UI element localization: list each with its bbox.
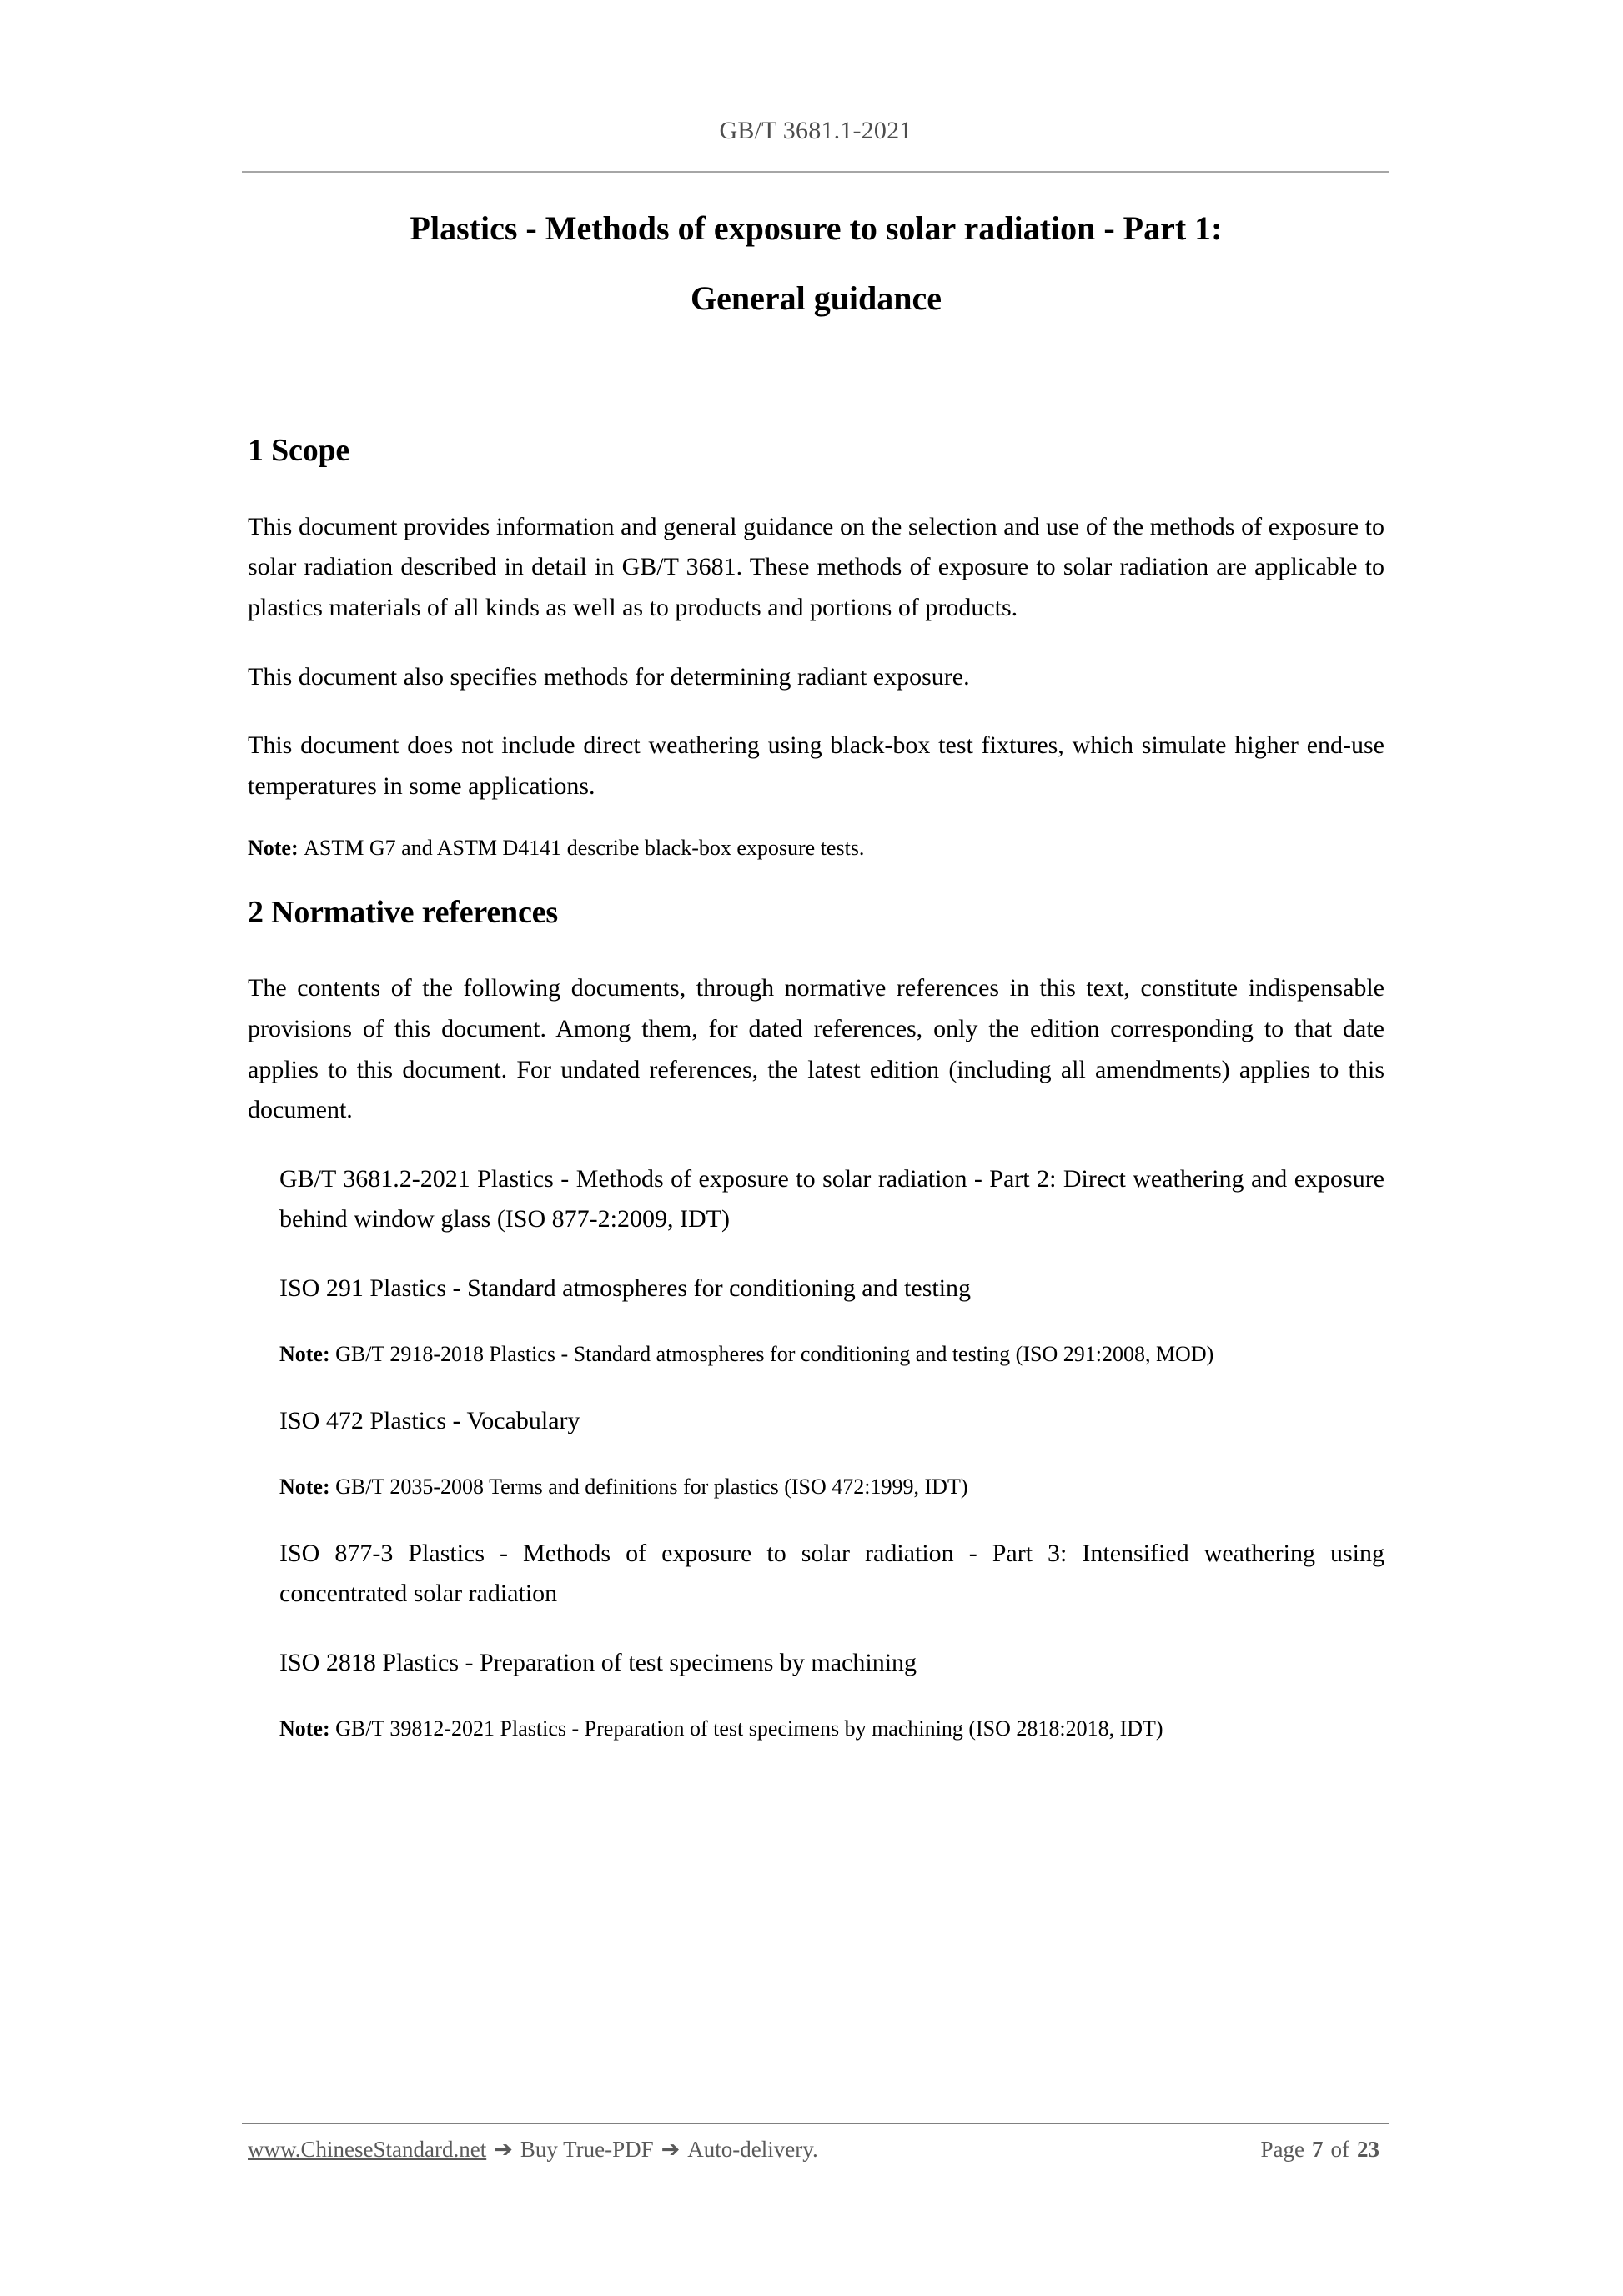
footer-website-link[interactable]: www.ChineseStandard.net — [248, 2137, 487, 2162]
total-page-count: 23 — [1357, 2137, 1379, 2162]
reference-item: ISO 2818 Plastics - Preparation of test specimens by machining — [279, 1648, 917, 1676]
document-title-line-1: Plastics - Methods of exposure to solar radiation - Part 1: — [410, 209, 1223, 247]
running-header-standard-number: GB/T 3681.1-2021 — [719, 117, 912, 144]
normative-references-intro: The contents of the following documents, through normative references in this text, constitute indispensable provisions of this document. Among them, for dated references, only the edition corresponding to that date applies to this document. For undated references, the latest edition (including all amendments) applies to this document. — [248, 974, 1384, 1124]
note-label: Note: — [279, 1474, 330, 1499]
note-label: Note: — [248, 836, 299, 861]
reference-item: ISO 877-3 Plastics - Methods of exposure to solar radiation - Part 3: Intensified weathering using concentrated solar radiation — [279, 1539, 1384, 1608]
arrow-right-icon: ➔ — [661, 2137, 681, 2162]
scope-paragraph-2: This document also specifies methods for determining radiant exposure. — [248, 662, 970, 691]
reference-note — [248, 1470, 1384, 1504]
of-word-label: of — [1330, 2137, 1349, 2162]
note-text: ASTM G7 and ASTM D4141 describe black-box exposure tests. — [304, 836, 865, 861]
footer-delivery-label: Auto-delivery. — [687, 2137, 818, 2162]
normative-reference-list — [248, 1159, 1384, 1746]
section-heading-scope: 1 Scope — [248, 433, 350, 468]
footer-promo — [248, 2137, 818, 2163]
reference-item: ISO 472 Plastics - Vocabulary — [279, 1406, 580, 1434]
document-title-line-2: General guidance — [690, 279, 942, 317]
scope-paragraph-3: This document does not include direct weathering using black-box test fixtures, which simulate higher end-use temperatures in some applications. — [248, 731, 1384, 800]
note-label: Note: — [279, 1716, 330, 1741]
note-label: Note: — [279, 1341, 330, 1366]
section-heading-normative-references: 2 Normative references — [248, 894, 558, 930]
scope-note — [248, 831, 1384, 865]
note-text: GB/T 39812-2021 Plastics - Preparation of test specimens by machining (ISO 2818:2018, IDT) — [335, 1716, 1163, 1741]
footer-buy-label: Buy True-PDF — [520, 2137, 654, 2162]
document-body — [248, 434, 1384, 1776]
scope-paragraph-1: This document provides information and general guidance on the selection and use of the methods of exposure to solar radiation described in detail in GB/T 3681. These methods of exposure to solar radiation are applicable to plastics materials of all kinds as well as to products and portions of products. — [248, 512, 1384, 621]
note-text: GB/T 2035-2008 Terms and definitions for plastics (ISO 472:1999, IDT) — [335, 1474, 968, 1499]
header-divider-rule — [242, 171, 1389, 173]
page-word-label: Page — [1260, 2137, 1304, 2162]
arrow-right-icon: ➔ — [494, 2137, 513, 2162]
reference-note — [248, 1338, 1384, 1371]
reference-item: ISO 291 Plastics - Standard atmospheres for conditioning and testing — [279, 1274, 972, 1303]
page-footer — [248, 2137, 1384, 2163]
document-title — [248, 209, 1384, 317]
current-page-number: 7 — [1312, 2137, 1324, 2162]
note-text: GB/T 2918-2018 Plastics - Standard atmospheres for conditioning and testing (ISO 291:2008, MOD) — [335, 1341, 1214, 1366]
footer-divider-rule — [242, 2123, 1389, 2124]
reference-item: GB/T 3681.2-2021 Plastics - Methods of exposure to solar radiation - Part 2: Direct weathering and exposure behind window glass (ISO 877-2:2009, IDT) — [279, 1164, 1384, 1233]
page-number-indicator — [1261, 2137, 1384, 2163]
reference-note — [248, 1712, 1384, 1746]
